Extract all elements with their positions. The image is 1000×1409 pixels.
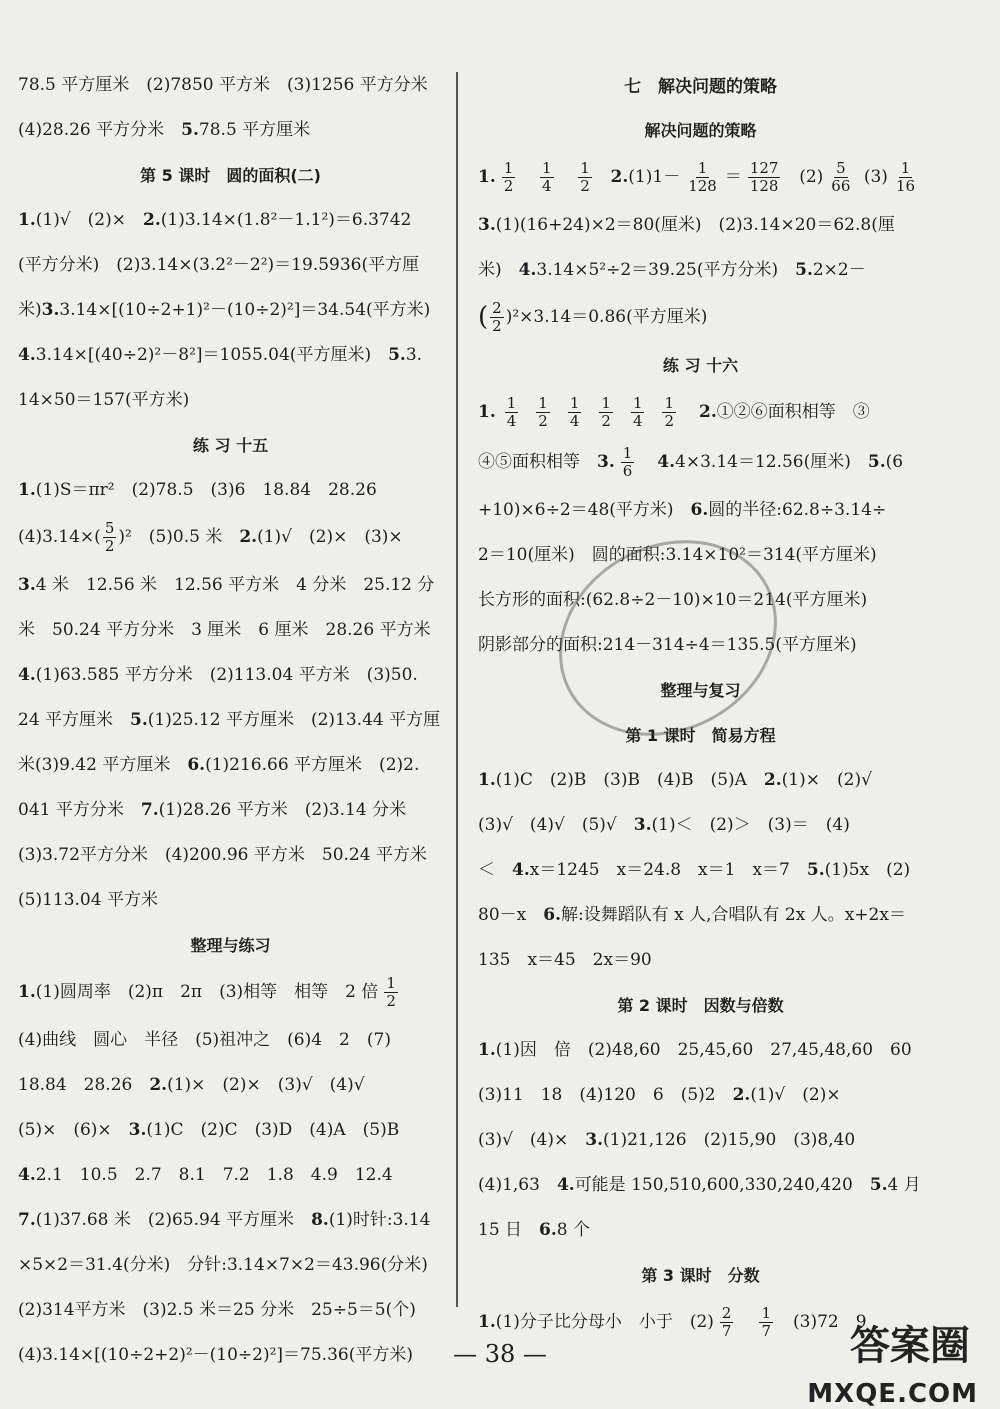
answer-line: [478, 757, 923, 802]
answer-line: [18, 1152, 443, 1197]
question-number: 6.: [543, 904, 561, 925]
numerator: 127: [749, 158, 779, 177]
question-number: 5.: [806, 859, 825, 880]
answer-line: [18, 787, 443, 832]
question-number: 4.: [18, 1164, 36, 1185]
question-number: 6.: [690, 499, 709, 520]
question-number: 4.: [518, 259, 537, 280]
answer-line: [478, 387, 923, 437]
denominator: 128: [688, 176, 717, 195]
answer-text: 4×3.14＝12.56(厘米): [675, 452, 868, 472]
answer-text: 135 x＝45 2x＝90: [478, 949, 652, 970]
answer-text: 米 50.24 平方分米 3 厘米 6 厘米 28.26 平方米: [18, 619, 431, 640]
answer-text: (1)√ (2)×: [750, 1084, 841, 1105]
answer-text: 4 月: [887, 1174, 921, 1195]
answer-text: 2＝10(厘米) 圆的面积:3.14×10²＝314(平方厘米): [478, 544, 877, 565]
answer-text: (1)C (2)B (3)B (4)B (5)A: [495, 769, 764, 790]
question-number: 4.: [18, 344, 36, 365]
answer-text: 阴影部分的面积:214－314÷4＝135.5(平方厘米): [478, 634, 857, 655]
denominator: 2: [104, 536, 115, 555]
denominator: 2: [503, 176, 514, 195]
question-number: 2.: [239, 527, 258, 547]
denominator: 2: [538, 411, 548, 430]
question-number: 5.: [867, 452, 886, 472]
numerator: 1: [580, 158, 590, 177]
numerator: 1: [503, 158, 514, 177]
answer-text: 米(3)9.42 平方厘米: [18, 754, 188, 775]
question-number: 6.: [187, 754, 206, 775]
fraction: [829, 160, 852, 195]
question-number: 3.: [597, 452, 615, 472]
answer-line: [18, 967, 443, 1017]
answer-text: (3)11 18 (4)120 6 (5)2: [478, 1084, 733, 1105]
answer-text: (3)√ (4)√ (5)√: [478, 814, 634, 835]
answer-text: 8 个: [556, 1219, 591, 1240]
answer-text: 2×2－: [812, 259, 866, 280]
answer-text: ①②⑥面积相等 ③: [716, 402, 870, 422]
answer-text: 长方形的面积:(62.8÷2－10)×10＝214(平方厘米): [478, 589, 868, 610]
numerator: 1: [601, 393, 611, 412]
denominator: 7: [721, 1321, 732, 1340]
answer-text: (6: [885, 452, 904, 472]
answer-text: (1)63.585 平方分米 (2)113.04 平方米 (3)50.: [35, 664, 418, 685]
numerator: 5: [836, 158, 846, 177]
answer-text: 18.84 28.26: [18, 1074, 150, 1095]
question-number: 3.: [41, 299, 60, 320]
answer-text: 可能是 150,510,600,330,240,420: [574, 1174, 870, 1195]
answer-line: [18, 512, 443, 562]
question-number: 4.: [18, 664, 36, 685]
answer-line: [18, 697, 443, 742]
answer-line: [18, 742, 443, 787]
answer-line: [18, 287, 443, 332]
answer-text: (3)72 9: [793, 1312, 867, 1332]
answer-text: (4)3.14×(: [18, 527, 101, 547]
answer-text: 78.5 平方厘米: [198, 119, 311, 140]
answer-text: 15 日: [478, 1219, 540, 1240]
answer-text: (3): [863, 167, 888, 187]
answer-text: ＜: [478, 859, 512, 880]
answer-text: (5)× (6)×: [18, 1119, 129, 1140]
denominator: 16: [895, 176, 916, 195]
section-heading: 整理与练习: [190, 936, 271, 955]
section-heading: 整理与复习: [660, 681, 741, 700]
fraction: [502, 160, 516, 195]
answer-text: (1)21,126 (2)15,90 (3)8,40: [603, 1129, 856, 1150]
fraction: [621, 445, 635, 480]
question-number: 5.: [130, 709, 148, 730]
fraction: [505, 395, 519, 430]
answer-line: [18, 1062, 443, 1107]
answer-text: (1)37.68 米 (2)65.94 平方厘米: [35, 1209, 312, 1230]
numerator: 1: [697, 158, 708, 177]
answer-line: [18, 377, 443, 422]
question-number: 3.: [128, 1119, 147, 1140]
question-number: 1.: [478, 1312, 496, 1332]
numerator: 1: [622, 443, 633, 462]
answer-text: 米): [18, 299, 42, 320]
answer-line: [478, 1027, 923, 1072]
denominator: 2: [492, 316, 502, 335]
denominator: 2: [386, 991, 396, 1010]
question-number: 1.: [18, 479, 36, 500]
fraction: [748, 160, 781, 195]
answer-text: (1)＜ (2)＞ (3)＝ (4): [651, 814, 850, 835]
answer-line: [478, 437, 923, 487]
fraction: [894, 160, 917, 195]
answer-text: (1)(16+24)×2＝80(厘米) (2)3.14×20＝62.8(厘: [495, 214, 895, 235]
denominator: 2: [580, 176, 590, 195]
answer-text: (4)28.26 平方分米: [18, 119, 182, 140]
answer-text: [640, 448, 657, 476]
answer-text: 解:设舞蹈队有 x 人,合唱队有 2x 人。x+2x＝: [560, 904, 906, 925]
question-number: 2.: [143, 209, 161, 230]
denominator: 4: [632, 411, 643, 430]
question-number: 1.: [478, 167, 496, 187]
answer-line: [478, 802, 923, 847]
question-number: 7.: [140, 799, 159, 820]
denominator: 128: [749, 176, 779, 195]
answer-line: [18, 242, 443, 287]
question-number: 3.: [478, 214, 496, 235]
denominator: 7: [761, 1321, 772, 1340]
answer-text: (1)圆周率 (2)π 2π (3)相等 相等 2 倍: [35, 982, 379, 1002]
section-heading: 第 3 课时 分数: [641, 1266, 760, 1285]
section-heading: 解决问题的策略: [644, 121, 757, 140]
answer-text: ④⑤面积相等: [478, 452, 597, 472]
answer-text: (5)113.04 平方米: [18, 889, 158, 910]
question-number: 1.: [478, 1039, 496, 1060]
answer-line: [18, 332, 443, 377]
numerator: 1: [761, 1303, 772, 1322]
question-number: 5.: [388, 344, 406, 365]
answer-line: [18, 877, 443, 922]
question-number: 1.: [478, 402, 496, 422]
denominator: 2: [664, 411, 675, 430]
answer-text: )²×3.14＝0.86(平方厘米): [505, 307, 708, 327]
fraction: [662, 395, 676, 430]
numerator: 1: [506, 393, 517, 412]
answer-line: [18, 467, 443, 512]
section-heading: 第 5 课时 圆的面积(二): [140, 166, 321, 185]
answer-text: (4)曲线 圆心 半径 (5)祖冲之 (6)4 2 (7): [18, 1029, 391, 1050]
question-number: 1.: [478, 769, 496, 790]
question-number: 1.: [18, 209, 36, 230]
answer-text: 041 平方分米: [18, 799, 141, 820]
answer-text: (4)3.14×[(10÷2+2)²－(10÷2)²]＝75.36(平方米): [18, 1344, 413, 1365]
answer-text: 3.14×[(40÷2)²－8²]＝1055.04(平方厘米): [35, 344, 389, 365]
denominator: 66: [831, 176, 851, 195]
question-number: 4.: [657, 452, 676, 472]
answer-text: (1)216.66 平方厘米 (2)2.: [205, 754, 420, 775]
answer-text: (1)25.12 平方厘米 (2)13.44 平方厘: [147, 709, 441, 730]
page-number: — 38 —: [453, 1340, 547, 1368]
answer-line: [478, 1207, 923, 1252]
answer-line: [478, 202, 923, 247]
answer-line: [478, 937, 923, 982]
question-number: 3.: [585, 1129, 603, 1150]
fraction: [631, 395, 645, 430]
answer-text: (1)C (2)C (3)D (4)A (5)B: [146, 1119, 400, 1140]
denominator: 4: [542, 176, 552, 195]
section-heading: 第 2 课时 因数与倍数: [617, 996, 784, 1015]
question-number: 3.: [633, 814, 652, 835]
numerator: 2: [721, 1303, 732, 1322]
column-divider: [456, 72, 458, 1307]
answer-text: (1)因 倍 (2)48,60 25,45,60 27,45,48,60 60: [495, 1039, 912, 1060]
answer-line: [18, 197, 443, 242]
denominator: 6: [622, 461, 633, 480]
denominator: 4: [569, 411, 580, 430]
fraction: [384, 975, 398, 1010]
answer-line: [478, 247, 923, 292]
answer-text: (3)√ (4)×: [478, 1129, 586, 1150]
numerator: 1: [900, 158, 911, 177]
answer-text: 14×50＝157(平方米): [18, 389, 190, 410]
answer-line: [18, 652, 443, 697]
answer-line: [478, 487, 923, 532]
section-heading: 练 习 十六: [662, 356, 739, 375]
question-number: 3.: [18, 574, 36, 595]
answer-line: [18, 1287, 443, 1332]
answer-text: 圆的半径:62.8÷3.14÷: [708, 499, 887, 520]
numerator: 5: [104, 518, 115, 537]
answer-text: (1)1－: [628, 167, 681, 187]
fraction: [490, 300, 504, 335]
answer-text: 80－x: [478, 904, 544, 925]
answer-text: (3)3.72平方分米 (4)200.96 平方米 50.24 平方米: [18, 844, 427, 865]
answer-text: (4)1,63: [478, 1174, 557, 1195]
answer-text: x＝1245 x＝24.8 x＝1 x＝7: [529, 859, 807, 880]
answer-line: [478, 1162, 923, 1207]
answer-text: (1)时针:3.14: [328, 1209, 431, 1230]
question-number: 2.: [732, 1084, 751, 1105]
answer-line: [18, 1242, 443, 1287]
answer-text: 3.: [405, 344, 423, 365]
answer-line: [478, 847, 923, 892]
fraction: [536, 395, 550, 430]
answer-text: 3.14×[(10÷2+1)²－(10÷2)²]＝34.54(平方米): [59, 299, 431, 320]
answer-line: [18, 562, 443, 607]
question-number: 7.: [18, 1209, 36, 1230]
fraction-list: [496, 395, 685, 430]
answer-line: [18, 1197, 443, 1242]
fraction: [720, 1305, 734, 1340]
question-number: 8.: [311, 1209, 329, 1230]
answer-text: (1)3.14×(1.8²－1.1²)＝6.3742: [160, 209, 412, 230]
answer-text: (1)√ (2)× (3)×: [257, 527, 403, 547]
watermark-logo: 答案圈: [850, 1323, 970, 1369]
denominator: 4: [506, 411, 517, 430]
question-number: 4.: [512, 859, 530, 880]
section-heading: 练 习 十五: [192, 436, 269, 455]
question-number: 5.: [869, 1174, 888, 1195]
chapter-heading: 七 解决问题的策略: [624, 77, 777, 97]
fraction: [103, 520, 117, 555]
answer-text: (1)× (2)× (3)√ (4)√: [167, 1074, 365, 1095]
question-number: 2.: [699, 402, 717, 422]
question-number: 1.: [18, 982, 36, 1002]
question-number: 5.: [795, 259, 813, 280]
answer-text: (: [478, 302, 489, 332]
section-heading: 第 1 课时 简易方程: [625, 726, 776, 745]
answer-text: 4 米 12.56 米 12.56 平方米 4 分米 25.12 分: [35, 574, 435, 595]
answer-line: [478, 892, 923, 937]
fraction: [759, 1305, 773, 1340]
watermark-site: MXQE.COM: [807, 1379, 978, 1409]
numerator: 1: [664, 393, 675, 412]
answer-line: [478, 292, 923, 342]
answer-text: +10)×6÷2＝48(平方米): [478, 499, 691, 520]
answer-text: (1)5x (2): [824, 859, 911, 880]
answer-text: 24 平方厘米: [18, 709, 131, 730]
answer-text: 78.5 平方厘米 (2)7850 平方米 (3)1256 平方分米: [18, 74, 428, 95]
numerator: 2: [492, 298, 502, 317]
answer-text: (平方分米) (2)3.14×(3.2²－2²)＝19.5936(平方厘: [18, 254, 420, 275]
question-number: 4.: [556, 1174, 575, 1195]
answer-text: (1)√ (2)×: [35, 209, 143, 230]
answer-text: (1)× (2)√: [781, 769, 872, 790]
numerator: 1: [542, 158, 552, 177]
fraction: [599, 395, 613, 430]
question-number: 2.: [149, 1074, 168, 1095]
answer-text: (2): [799, 167, 824, 187]
fraction: [686, 160, 719, 195]
answer-text: )² (5)0.5 米: [118, 527, 240, 547]
answer-line: [478, 1117, 923, 1162]
answer-line: [18, 1017, 443, 1062]
answer-line: [18, 832, 443, 877]
numerator: 1: [569, 393, 580, 412]
answer-line: [478, 1072, 923, 1117]
question-number: 5.: [181, 119, 199, 140]
answer-text: 2.1 10.5 2.7 8.1 7.2 1.8 4.9 12.4: [35, 1164, 393, 1185]
answer-text: (1)28.26 平方米 (2)3.14 分米: [158, 799, 407, 820]
answer-text: (2)314平方米 (3)2.5 米＝25 分米 25÷5＝5(个): [18, 1299, 416, 1320]
fraction: [568, 395, 582, 430]
answer-text: ＝: [724, 167, 742, 187]
fraction: [540, 160, 554, 195]
left-column: [18, 62, 443, 1377]
answer-line: [478, 152, 923, 202]
answer-text: (1)分子比分母小 小于 (2): [495, 1312, 714, 1332]
numerator: 1: [632, 393, 643, 412]
fraction: [578, 160, 592, 195]
answer-text: 米): [478, 259, 519, 280]
question-number: 2.: [763, 769, 782, 790]
numerator: 1: [538, 393, 548, 412]
answer-text: 3.14×5²÷2＝39.25(平方分米): [536, 259, 796, 280]
numerator: 1: [386, 973, 396, 992]
question-number: 6.: [539, 1219, 557, 1240]
denominator: 2: [601, 411, 611, 430]
question-number: 2.: [610, 167, 629, 187]
answer-text: (1)S＝πr² (2)78.5 (3)6 18.84 28.26: [35, 479, 377, 500]
answer-line: [18, 607, 443, 652]
answer-text: ×5×2＝31.4(分米) 分针:3.14×7×2＝43.96(分米): [18, 1254, 428, 1275]
answer-line: [18, 62, 443, 107]
answer-line: [18, 1107, 443, 1152]
answer-line: [18, 107, 443, 152]
